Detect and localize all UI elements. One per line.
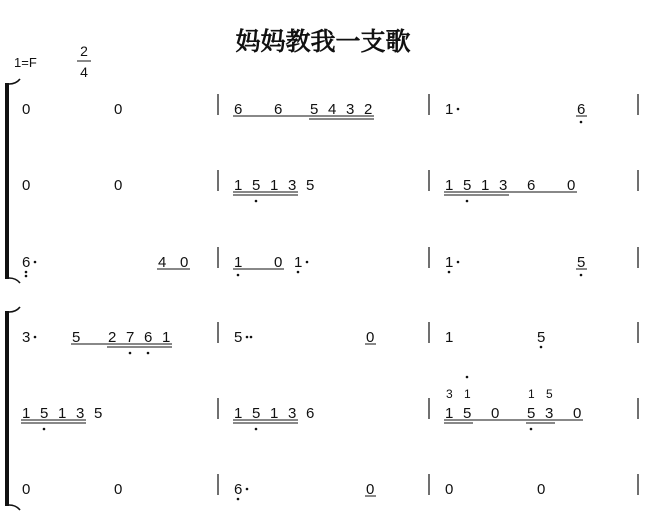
systems-layer [5, 79, 638, 510]
note: 1 [162, 329, 171, 346]
note: 6 [22, 254, 31, 271]
note: 5 [463, 405, 472, 422]
note: 5 [527, 405, 536, 422]
key-signature: 1=F [14, 55, 37, 70]
time-signature-top: 2 [80, 43, 88, 59]
chord-note: 3 [446, 387, 453, 401]
note: 0 [366, 481, 375, 498]
note: 2 [108, 329, 117, 346]
note: 1 [270, 405, 279, 422]
note: 3 [499, 177, 508, 194]
note: 4 [328, 101, 337, 118]
note: 0 [180, 254, 189, 271]
chord-note: 5 [546, 387, 553, 401]
note: 6 [234, 481, 243, 498]
note: 0 [274, 254, 283, 271]
note: 5 [252, 177, 261, 194]
note: 5 [310, 101, 319, 118]
octave-dot-low [255, 200, 258, 203]
octave-dot-low [580, 121, 583, 124]
octave-dot-low [43, 428, 46, 431]
octave-dot-low [540, 346, 543, 349]
augmentation-dot [34, 336, 37, 339]
note: 5 [234, 329, 243, 346]
note: 5 [577, 254, 586, 271]
note: 5 [537, 329, 546, 346]
note: 0 [114, 101, 123, 118]
note: 2 [364, 101, 373, 118]
note: 3 [346, 101, 355, 118]
note: 1 [445, 405, 454, 422]
note: 5 [463, 177, 472, 194]
note: 1 [445, 101, 454, 118]
octave-dot-low [580, 274, 583, 277]
note: 0 [22, 481, 31, 498]
note: 1 [234, 405, 243, 422]
note: 1 [481, 177, 490, 194]
system-bracket [5, 311, 9, 506]
chord-note: 1 [464, 387, 471, 401]
note: 3 [288, 405, 297, 422]
note: 1 [445, 177, 454, 194]
octave-dot-low [147, 352, 150, 355]
note: 5 [72, 329, 81, 346]
note: 1 [294, 254, 303, 271]
note: 3 [288, 177, 297, 194]
note: 7 [126, 329, 135, 346]
note: 6 [527, 177, 536, 194]
octave-dot-low [297, 271, 300, 274]
octave-dot-high [466, 376, 469, 379]
note: 0 [114, 177, 123, 194]
note: 0 [22, 101, 31, 118]
octave-dot-low [237, 274, 240, 277]
note: 6 [577, 101, 586, 118]
note: 3 [22, 329, 31, 346]
note: 1 [234, 254, 243, 271]
octave-dot-low [448, 271, 451, 274]
note: 5 [306, 177, 315, 194]
augmentation-dot [250, 336, 253, 339]
note: 1 [234, 177, 243, 194]
augmentation-dot [34, 261, 37, 264]
note: 1 [58, 405, 67, 422]
augmentation-dot [306, 261, 309, 264]
note: 1 [445, 254, 454, 271]
note: 5 [94, 405, 103, 422]
note: 0 [366, 329, 375, 346]
octave-dot-low [466, 200, 469, 203]
note: 6 [144, 329, 153, 346]
note: 3 [76, 405, 85, 422]
system-bracket-top [9, 79, 20, 84]
system-bracket-top [9, 307, 20, 312]
octave-dot-low [255, 428, 258, 431]
note: 3 [545, 405, 554, 422]
augmentation-dot [246, 488, 249, 491]
note: 1 [270, 177, 279, 194]
note: 0 [491, 405, 500, 422]
note: 5 [40, 405, 49, 422]
system-bracket [5, 83, 9, 279]
note: 4 [158, 254, 167, 271]
note: 6 [306, 405, 315, 422]
note: 0 [567, 177, 576, 194]
octave-dot-low [25, 275, 28, 278]
chord-note: 1 [528, 387, 535, 401]
time-signature-bottom: 4 [80, 64, 88, 80]
octave-dot-low [237, 498, 240, 501]
note: 0 [22, 177, 31, 194]
note: 6 [234, 101, 243, 118]
note: 1 [445, 329, 454, 346]
note: 6 [274, 101, 283, 118]
note: 0 [573, 405, 582, 422]
note: 1 [22, 405, 31, 422]
system-bracket-bottom [9, 278, 20, 283]
system-bracket-bottom [9, 505, 20, 510]
augmentation-dot [457, 261, 460, 264]
note: 0 [537, 481, 546, 498]
page-title: 妈妈教我一支歌 [235, 28, 411, 56]
octave-dot-low [530, 428, 533, 431]
note: 0 [445, 481, 454, 498]
octave-dot-low [129, 352, 132, 355]
note: 5 [252, 405, 261, 422]
augmentation-dot [246, 336, 249, 339]
augmentation-dot [457, 108, 460, 111]
note: 0 [114, 481, 123, 498]
octave-dot-low [25, 271, 28, 274]
